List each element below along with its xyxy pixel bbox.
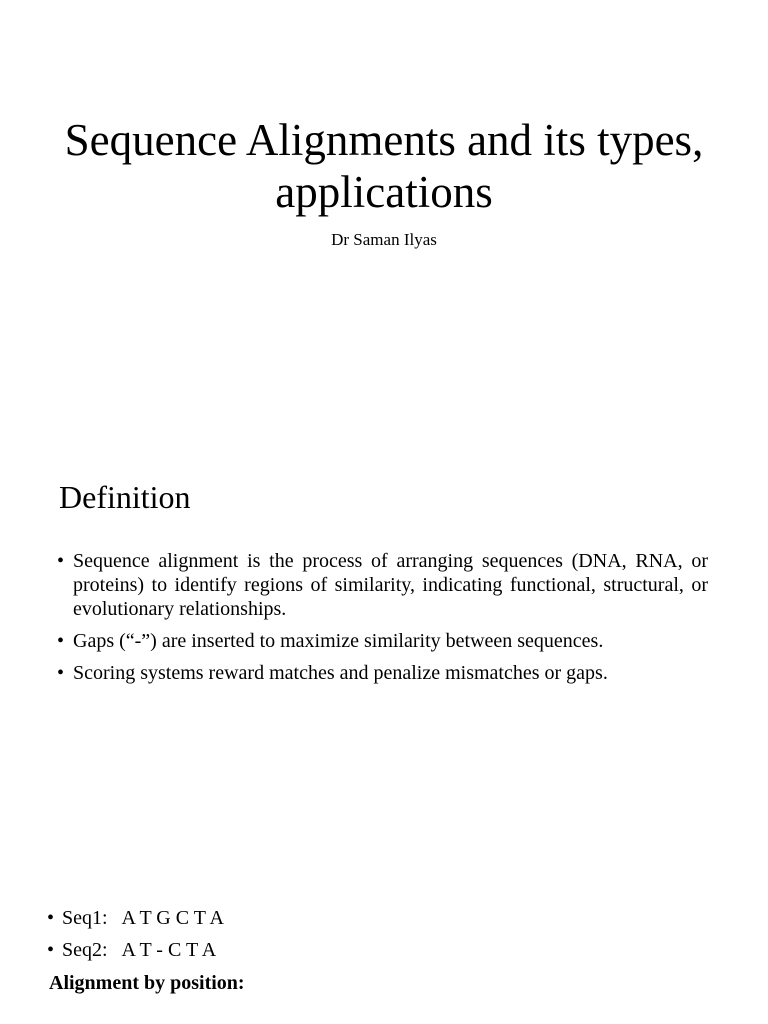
definition-bullet-list [57,549,708,693]
alignment-label: Alignment by position: [49,972,245,994]
slide-title: Sequence Alignments and its types, applications [64,115,704,217]
sequence-value: A T - C T A [121,939,217,961]
sequence-list [47,906,224,970]
bullet-item: • Gaps (“-”) are inserted to maximize similarity between sequences. [57,629,708,653]
bullet-item: • Scoring systems reward matches and penalize mismatches or gaps. [57,661,708,685]
sequence-name: Seq2: [62,939,108,961]
bullet-item: • Sequence alignment is the process of arranging sequences (DNA, RNA, or proteins) to identify regions of similarity, indicating functional, structural, or evolutionary relationships. [57,549,708,621]
definition-heading: Definition [59,479,191,515]
slide-author: Dr Saman Ilyas [331,230,437,249]
sequence-item [47,938,224,962]
sequence-item [47,906,224,930]
sequence-value: A T G C T A [121,907,224,929]
sequence-name: Seq1: [62,907,108,929]
